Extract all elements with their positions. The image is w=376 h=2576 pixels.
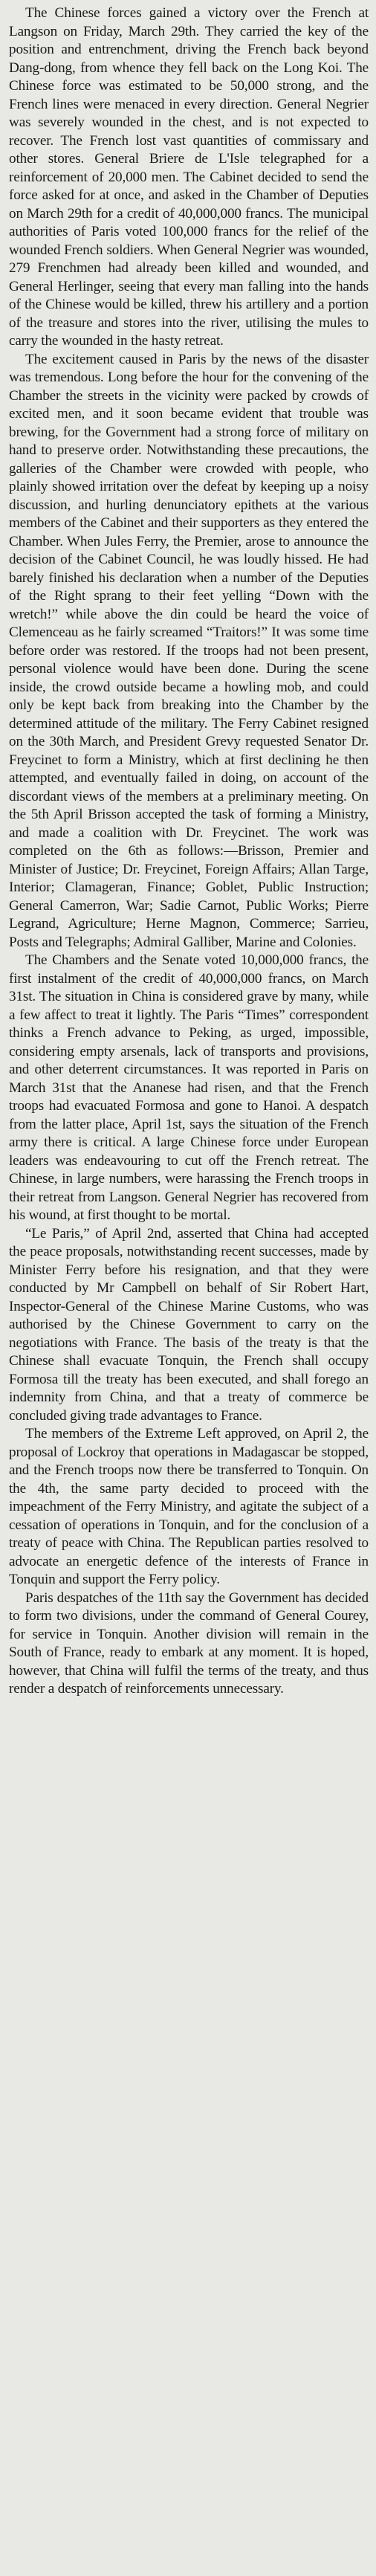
- paragraph-peace-proposals: “Le Paris,” of April 2nd, asserted that China had accepted the peace proposals, notwithstanding recent successes, made by Minister Ferry before his resignation, and that they were conducted by Mr Campbell on behalf of Sir Robert Hart, Inspector-General of the Chinese Marine Customs, who was authorised by the Chinese Government to carry on the negotiations with France. The basis of the treaty is that the Chinese shall evacuate Tonquin, the French shall occupy Formosa till the treaty has been executed, and shall forego an indemnity from China, and that a treaty of commerce be concluded giving trade advantages to France.: [9, 1225, 369, 1424]
- paragraph-credit-vote: The Chambers and the Senate voted 10,000,000 francs, the first instalment of the credit of 40,000,000 francs, on March 31st. The situation in China is considered grave by many, while a few affect to treat it lightly. The Paris “Times” correspondent thinks a French advance to Peking, as urged, impossible, considering empty arsenals, lack of transports and provisions, and other deterrent circumstances. It was reported in Paris on March 31st that the Ananese had risen, and that the French troops had evacuated Formosa and gone to Hanoi. A despatch from the latter place, April 1st, says the situation of the French army there is critical. A large Chinese force under European leaders was endeavouring to cut off the French retreat. The Chinese, in large numbers, were harassing the French troops in their retreat from Langson. General Negrier has recovered from his wound, at first thought to be mortal.: [9, 952, 369, 1223]
- paragraph-paris-despatches: Paris despatches of the 11th say the Government has decided to form two divisions, under the command of General Courey, for service in Tonquin. Another division will remain in the South of France, ready to embark at any moment. It is hoped, however, that China will fulfil the terms of the treaty, and thus render a despatch of reinforcements unnecessary.: [9, 1589, 369, 1697]
- paragraph-extreme-left: The members of the Extreme Left approved, on April 2, the proposal of Lockroy that operations in Madagascar be stopped, and the French troops now there be transferred to Tonquin. On the 4th, the same party decided to proceed with the impeachment of the Ferry Ministry, and agitate the subject of a cessation of operations in Tonquin, and for the conclusion of a treaty of peace with China. The Republican parties resolved to advocate an energetic defence of the interests of France in Tonquin and support the Ferry policy.: [9, 1426, 369, 1587]
- paragraph-paris-excitement: The excitement caused in Paris by the news of the disaster was tremendous. Long before the hour for the convening of the Chamber the streets in the vicinity were packed by crowds of excited men, and it soon became evident that trouble was brewing, for the Government had a strong force of military on hand to preserve order. Notwithstanding these precautions, the galleries of the Chamber were crowded with people, who plainly showed irritation over the defeat by keeping up a noisy discussion, and hurling denunciatory epithets at the various members of the Cabinet and their supporters as they entered the Chamber. When Jules Ferry, the Premier, arose to announce the decision of the Cabinet Council, he was loudly hissed. He had barely finished his declaration when a number of the Deputies of the Right sprang to their feet yelling “Down with the wretch!” while above the din could be heard the voice of Clemenceau as he fairly screamed “Traitors!” It was some time before order was restored. If the troops had not been present, personal violence would have been done. During the scene inside, the crowd outside became a howling mob, and could only be kept back from breaking into the Chamber by the determined attitude of the military. The Ferry Cabinet resigned on the 30th March, and President Grevy requested Senator Dr. Freycinet to form a Ministry, which at first declining he then attempted, and eventually failed in doing, on account of the discordant views of the members at a preliminary meeting. On the 5th April Brisson accepted the task of forming a Ministry, and made a coalition with Dr. Freycinet. The work was completed on the 6th as follows:—Brisson, Premier and Minister of Justice; Dr. Freycinet, Foreign Affairs; Allan Targe, Interior; Clamageran, Finance; Goblet, Public Instruction; General Camerron, War; Sadie Carnot, Public Works; Pierre Legrand, Agriculture; Herne Magnon, Commerce; Sarrieu, Posts and Telegraphs; Admiral Galliber, Marine and Colonies.: [9, 351, 369, 950]
- paragraph-langson-defeat: The Chinese forces gained a victory over the French at Langson on Friday, March 29th. They carried the key of the position and entrenchment, driving the French back beyond Dang-dong, from whence they fell back on the Long Koi. The Chinese force was estimated to be 50,000 strong, and the French lines were menaced in every direction. General Negrier was severely wounded in the chest, and is not expected to recover. The French lost vast quantities of commissary and other stores. General Briere de L'Isle telegraphed for a reinforcement of 20,000 men. The Cabinet decided to send the force asked for at once, and asked in the Chamber of Deputies on March 29th for a credit of 40,000,000 francs. The municipal authorities of Paris voted 100,000 francs for the relief of the wounded French soldiers. When General Negrier was wounded, 279 Frenchmen had already been killed and wounded, and General Herlinger, seeing that every man falling into the hands of the Chinese would be killed, threw his artillery and a portion of the treasure and stores into the river, utilising the mules to carry the wounded in the hasty retreat.: [9, 5, 369, 349]
